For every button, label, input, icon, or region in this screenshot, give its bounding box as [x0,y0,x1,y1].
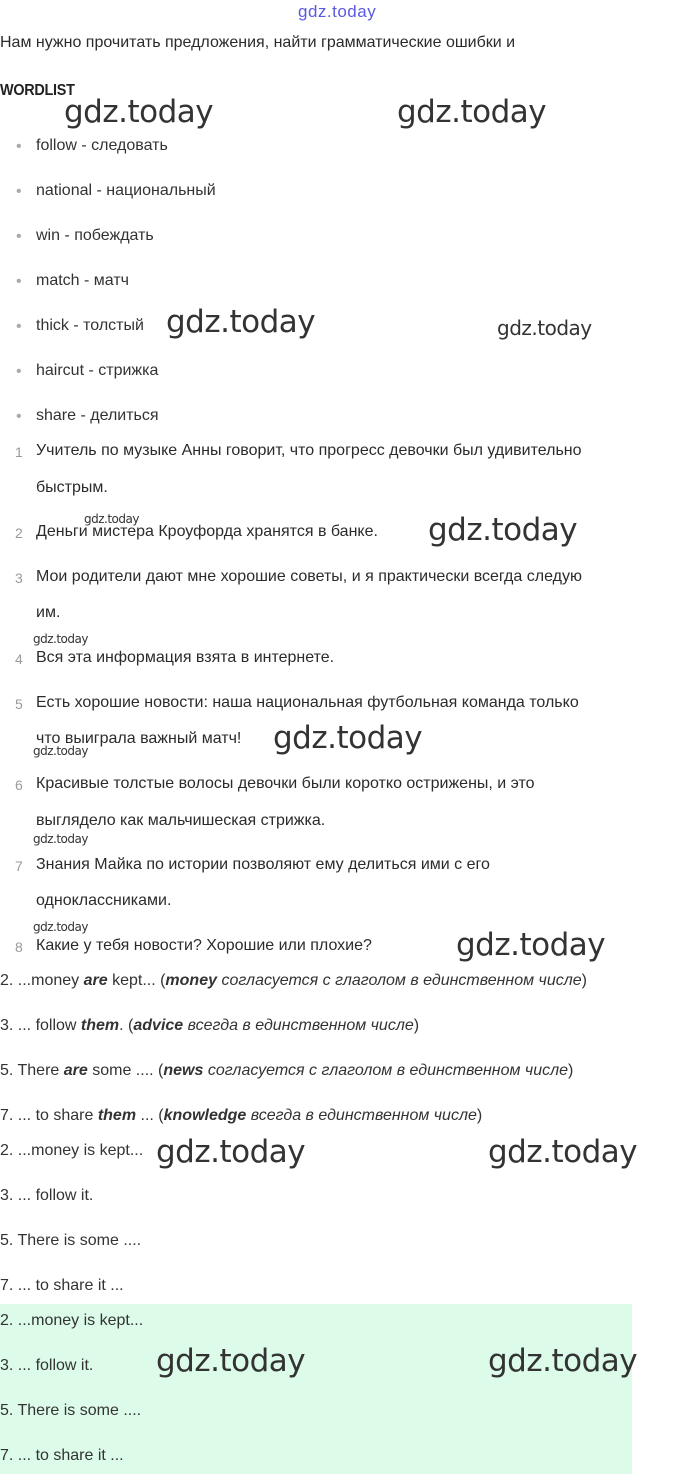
watermark: gdz.today [497,316,592,340]
explanation-line: 5. There are some .... (news согласуется с глаголом в единственном числе) [0,1062,574,1079]
bullet-icon: • [16,228,22,245]
wordlist-item: win - побеждать [36,227,154,244]
sentence-number: 4 [15,651,23,667]
bullet-icon: • [16,408,22,425]
watermark: gdz.today [84,512,139,526]
watermark: gdz.today [428,512,578,548]
sentence-line: Знания Майка по истории позволяют ему делиться ими с его [36,856,490,873]
watermark: gdz.today [33,832,88,846]
watermark: gdz.today [488,1343,638,1379]
answer-line: 3. ... follow it. [0,1357,94,1374]
bullet-icon: • [16,363,22,380]
sentence-line: Деньги мистера Кроуфорда хранятся в банке. [36,523,378,540]
sentence-line: Мои родители дают мне хорошие советы, и я практически всегда следую [36,568,582,585]
wordlist-item: follow - следовать [36,137,168,154]
sentence-number: 7 [15,858,23,874]
bullet-icon: • [16,273,22,290]
wordlist-item: haircut - стрижка [36,362,159,379]
answer-line: 2. ...money is kept... [0,1312,144,1329]
sentence-line: одноклассниками. [36,892,172,909]
sentence-line: им. [36,604,61,621]
watermark: gdz.today [33,632,88,646]
wordlist-item: match - матч [36,272,129,289]
correction-line: 7. ... to share it ... [0,1277,124,1294]
explanation-line: 2. ...money are kept... (money согласуется с глаголом в единственном числе) [0,972,587,989]
explanation-line: 3. ... follow them. (advice всегда в единственном числе) [0,1017,420,1034]
top-watermark: gdz.today [298,2,377,21]
watermark: gdz.today [33,920,88,934]
sentence-line: Какие у тебя новости? Хорошие или плохие? [36,937,372,954]
wordlist-item: national - национальный [36,182,216,199]
correction-line: 3. ... follow it. [0,1187,94,1204]
sentence-number: 3 [15,570,23,586]
watermark: gdz.today [166,304,316,340]
watermark: gdz.today [397,94,547,130]
answer-line: 7. ... to share it ... [0,1447,124,1464]
sentence-line: Учитель по музыке Анны говорит, что прогресс девочки был удивительно [36,442,582,459]
sentence-number: 5 [15,696,23,712]
answer-line: 5. There is some .... [0,1402,142,1419]
sentence-number: 8 [15,939,23,955]
sentence-line: что выиграла важный матч! [36,730,242,747]
sentence-line: Есть хорошие новости: наша национальная футбольная команда только [36,694,579,711]
sentence-line: Вся эта информация взята в интернете. [36,649,335,666]
explanation-line: 7. ... to share them ... (knowledge всегда в единственном числе) [0,1107,483,1124]
bullet-icon: • [16,138,22,155]
sentence-number: 6 [15,777,23,793]
sentence-number: 2 [15,525,23,541]
sentence-line: выглядело как мальчишеская стрижка. [36,812,326,829]
watermark: gdz.today [273,720,423,756]
wordlist-item: share - делиться [36,407,159,424]
bullet-icon: • [16,183,22,200]
bullet-icon: • [16,318,22,335]
wordlist-title: WORDLIST [0,82,75,99]
watermark: gdz.today [156,1134,306,1170]
watermark: gdz.today [33,744,88,758]
sentence-number: 1 [15,444,23,460]
watermark: gdz.today [64,94,214,130]
sentence-line: быстрым. [36,479,108,496]
correction-line: 5. There is some .... [0,1232,142,1249]
wordlist-item: thick - толстый [36,317,144,334]
watermark: gdz.today [456,927,606,963]
watermark: gdz.today [156,1343,306,1379]
watermark: gdz.today [488,1134,638,1170]
sentence-line: Красивые толстые волосы девочки были коротко острижены, и это [36,775,535,792]
correction-line: 2. ...money is kept... [0,1142,144,1159]
task-intro: Нам нужно прочитать предложения, найти грамматические ошибки и [0,34,516,51]
